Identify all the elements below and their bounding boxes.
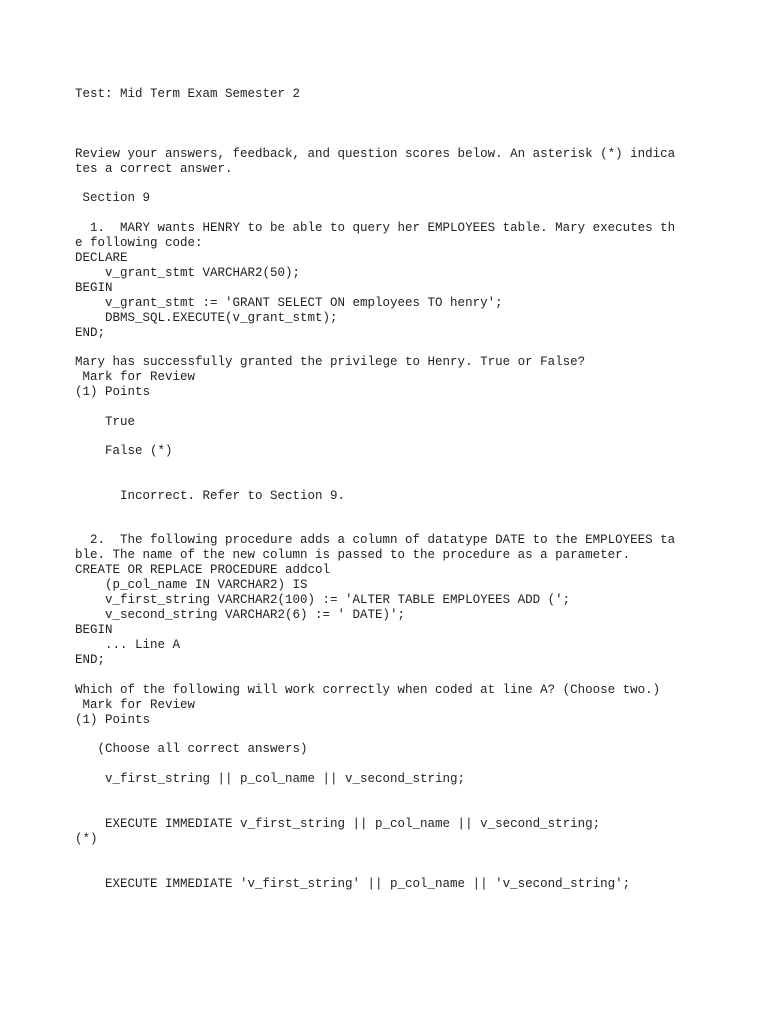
q1-code-line-2: v_grant_stmt VARCHAR2(50); — [75, 266, 301, 280]
q2-code-line-4: v_second_string VARCHAR2(6) := ' DATE)'; — [75, 608, 406, 622]
q1-text-line-1: 1. MARY wants HENRY to be able to query her EMPLOYEES table. Mary executes th — [75, 221, 676, 235]
q2-points: (1) Points — [75, 713, 151, 727]
q1-points: (1) Points — [75, 385, 151, 399]
section-heading: Section 9 — [75, 191, 151, 205]
q2-mark-for-review[interactable]: Mark for Review — [75, 698, 196, 712]
q2-text-line-2: ble. The name of the new column is passed to the procedure as a parameter. — [75, 548, 631, 562]
q2-text-line-1: 2. The following procedure adds a column of datatype DATE to the EMPLOYEES ta — [75, 533, 676, 547]
page-title: Test: Mid Term Exam Semester 2 — [75, 87, 301, 101]
intro-line-1: Review your answers, feedback, and question scores below. An asterisk (*) indica — [75, 147, 676, 161]
q1-option-true[interactable]: True — [75, 415, 136, 429]
q1-code-line-3: BEGIN — [75, 281, 113, 295]
q2-option-b-correct-mark: (*) — [75, 832, 98, 846]
q2-option-a[interactable]: v_first_string || p_col_name || v_second_string; — [75, 772, 466, 786]
q1-text-line-2: e following code: — [75, 236, 203, 250]
q1-question: Mary has successfully granted the privilege to Henry. True or False? — [75, 355, 586, 369]
intro-line-2: tes a correct answer. — [75, 162, 233, 176]
q2-code-line-5: BEGIN — [75, 623, 113, 637]
q2-code-line-2: (p_col_name IN VARCHAR2) IS — [75, 578, 308, 592]
q2-question: Which of the following will work correctly when coded at line A? (Choose two.) — [75, 683, 661, 697]
q2-code-line-6: ... Line A — [75, 638, 181, 652]
q1-code-line-1: DECLARE — [75, 251, 128, 265]
q2-code-line-7: END; — [75, 653, 106, 667]
q2-option-c[interactable]: EXECUTE IMMEDIATE 'v_first_string' || p_col_name || 'v_second_string'; — [75, 877, 631, 891]
q1-code-line-6: END; — [75, 326, 106, 340]
q1-code-line-5: DBMS_SQL.EXECUTE(v_grant_stmt); — [75, 311, 338, 325]
q2-code-line-1: CREATE OR REPLACE PROCEDURE addcol — [75, 563, 331, 577]
q1-feedback: Incorrect. Refer to Section 9. — [75, 489, 346, 503]
q1-option-false[interactable]: False (*) — [75, 444, 173, 458]
q1-mark-for-review[interactable]: Mark for Review — [75, 370, 196, 384]
q2-option-b[interactable]: EXECUTE IMMEDIATE v_first_string || p_col_name || v_second_string; — [75, 817, 601, 831]
q1-code-line-4: v_grant_stmt := 'GRANT SELECT ON employees TO henry'; — [75, 296, 503, 310]
q2-code-line-3: v_first_string VARCHAR2(100) := 'ALTER TABLE EMPLOYEES ADD ('; — [75, 593, 571, 607]
q2-choose-all-hint: (Choose all correct answers) — [75, 742, 308, 756]
